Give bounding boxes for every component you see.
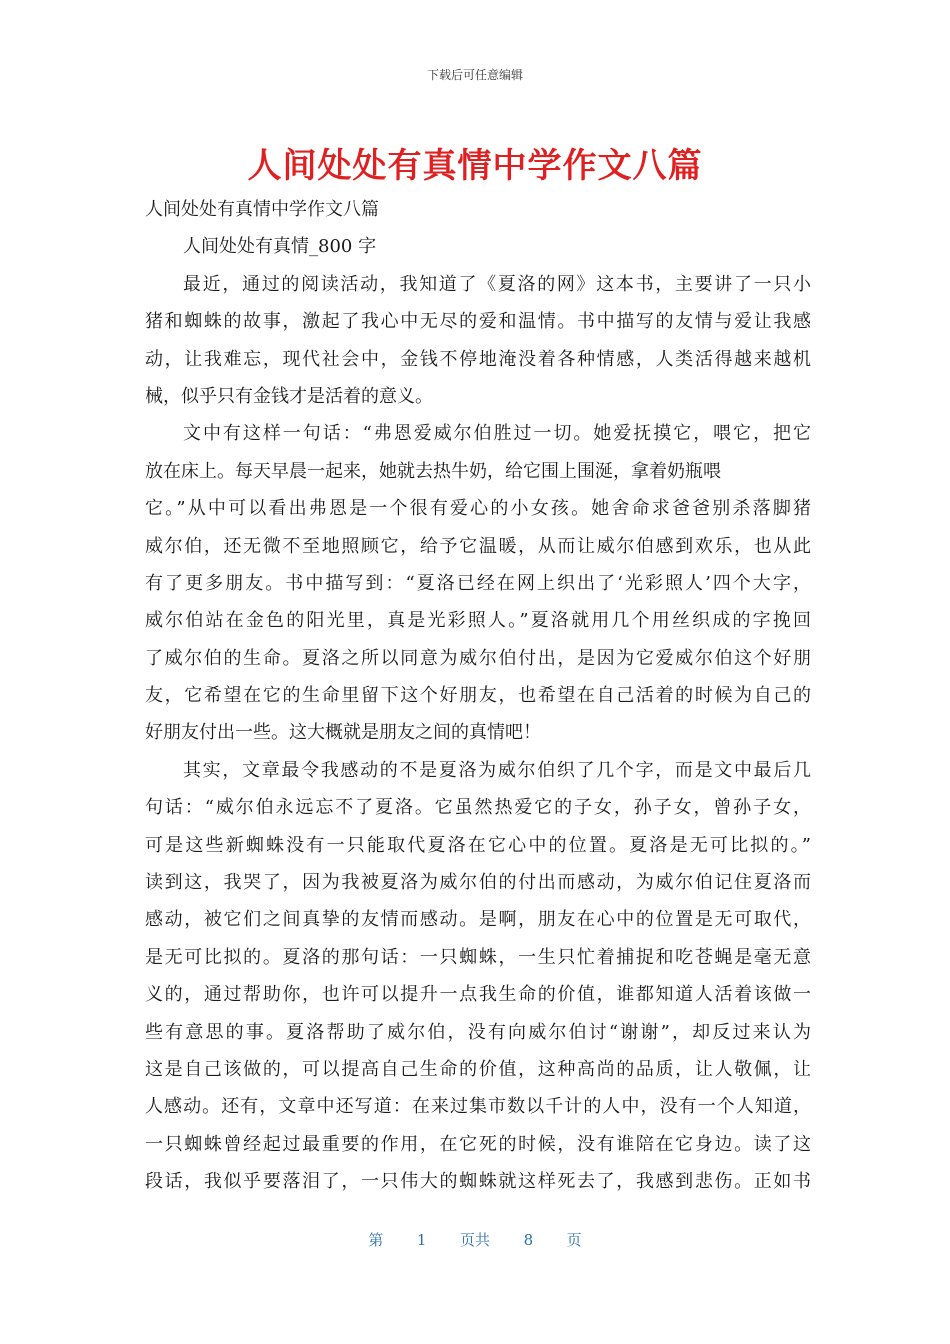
body-line: 动，让我难忘，现代社会中，金钱不停地淹没着各种情感，人类活得越来越机 [145,348,811,370]
body-line: 些有意思的事。夏洛帮助了威尔伯，没有向威尔伯讨“谢谢”，却反过来认为 [145,1021,811,1043]
body-line: 最近，通过的阅读活动，我知道了《夏洛的网》这本书，主要讲了一只小 [183,273,811,295]
footer-total-pages: 8 [523,1231,534,1249]
body-line: 可是这些新蜘蛛没有一只能取代夏洛在它心中的位置。夏洛是无可比拟的。” [145,834,811,856]
page-footer [0,1229,950,1250]
body-line: 友，它希望在它的生命里留下这个好朋友，也希望在自己活着的时候为自己的 [145,685,811,707]
body-line: 句话：“威尔伯永远忘不了夏洛。它虽然热爱它的子女，孙子女，曾孙子女， [145,797,811,819]
body-line: 段话，我似乎要落泪了，一只伟大的蜘蛛就这样死去了，我感到悲伤。正如书 [145,1171,811,1193]
body-line: 它。”从中可以看出弗恩是一个很有爱心的小女孩。她舍命求爸爸别杀落脚猪 [145,498,811,520]
body-line: 文中有这样一句话：“弗恩爱威尔伯胜过一切。她爱抚摸它，喂它，把它 [183,423,811,445]
body-line: 一只蜘蛛曾经起过最重要的作用，在它死的时候，没有谁陪在它身边。读了这 [145,1133,811,1155]
body-line: 威尔伯，还无微不至地照顾它，给予它温暖，从而让威尔伯感到欢乐，也从此 [145,535,811,557]
body-line: 读到这，我哭了，因为我被夏洛为威尔伯的付出而感动，为威尔伯记住夏洛而 [145,872,811,894]
body-line: 好朋友付出一些。这大概就是朋友之间的真情吧！ [145,722,541,744]
body-line: 械，似乎只有金钱才是活着的意义。 [145,385,433,407]
document-body [145,191,811,1201]
body-line: 是无可比拟的。夏洛的那句话：一只蜘蛛，一生只忙着捕捉和吃苍蝇是毫无意 [145,946,811,968]
body-line: 其实，文章最令我感动的不是夏洛为威尔伯织了几个字，而是文中最后几 [183,759,811,781]
document-title: 人间处处有真情中学作文八篇 [247,146,703,186]
footer-prefix: 第 [368,1231,384,1249]
body-line: 放在床上。每天早晨一起来，她就去热牛奶，给它围上围涎，拿着奶瓶喂 [145,460,721,482]
body-line: 感动，被它们之间真挚的友情而感动。是啊，朋友在心中的位置是无可取代， [145,909,811,931]
body-line: 人间处处有真情中学作文八篇 [145,199,379,220]
body-line: 人间处处有真情_800 字 [183,236,377,258]
body-line: 了威尔伯的生命。夏洛之所以同意为威尔伯付出，是因为它爱威尔伯这个好朋 [145,647,811,669]
body-line: 威尔伯站在金色的阳光里，真是光彩照人。”夏洛就用几个用丝织成的字挽回 [145,610,811,632]
body-line: 有了更多朋友。书中描写到：“夏洛已经在网上织出了‘光彩照人’四个大字， [145,572,811,594]
body-line: 义的，通过帮助你，也许可以提升一点我生命的价值，谁都知道人活着该做一 [145,984,811,1006]
body-line: 这是自己该做的，可以提高自己生命的价值，这种高尚的品质，让人敬佩，让 [145,1058,811,1080]
body-line: 人感动。还有，文章中还写道：在来过集市数以千计的人中，没有一个人知道， [145,1096,811,1118]
footer-page-number: 1 [416,1231,427,1249]
footer-middle: 页共 [459,1231,490,1249]
header-note: 下载后可任意编辑 [426,68,523,82]
body-line: 猪和蜘蛛的故事，激起了我心中无尽的爱和温情。书中描写的友情与爱让我感 [145,311,811,333]
footer-suffix: 页 [566,1231,582,1249]
